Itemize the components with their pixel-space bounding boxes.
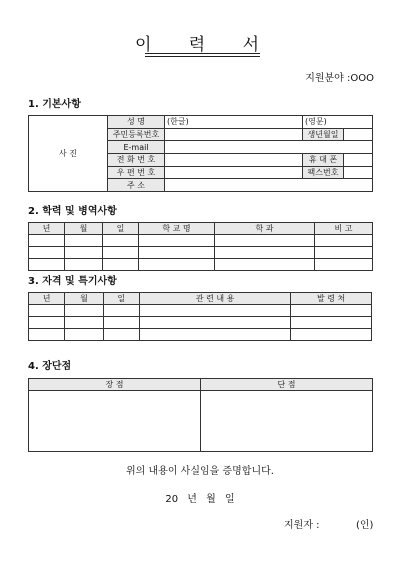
cell[interactable]	[29, 259, 65, 271]
applicant-label: 지원자 :	[284, 520, 320, 531]
strengths-header: 장 점	[29, 379, 201, 391]
cell[interactable]	[291, 317, 372, 329]
section-license: 3. 자격 및 특기사항	[28, 276, 117, 287]
mobile-label: 휴 대 폰	[303, 153, 344, 166]
cell[interactable]	[103, 305, 139, 317]
cell[interactable]	[215, 259, 315, 271]
cell[interactable]	[139, 329, 290, 341]
cell[interactable]	[29, 329, 65, 341]
weaknesses-cell[interactable]	[201, 391, 373, 452]
email-label: E-mail	[108, 141, 165, 154]
seal-mark: (인)	[356, 520, 374, 531]
section-strengths: 4. 장단점	[28, 361, 72, 372]
mobile-cell[interactable]	[344, 153, 373, 166]
korean-name-cell[interactable]: (한글)	[165, 116, 303, 129]
table-row	[29, 235, 373, 247]
cell[interactable]	[65, 329, 103, 341]
edu-header-month: 월	[65, 223, 103, 235]
resident-id-cell[interactable]	[165, 128, 303, 141]
cell[interactable]	[139, 259, 215, 271]
fax-cell[interactable]	[344, 166, 373, 179]
birth-label: 생년월일	[303, 128, 344, 141]
lic-header-issuer: 발 령 처	[291, 293, 372, 305]
email-cell[interactable]	[165, 141, 373, 154]
name-label: 성 명	[108, 116, 165, 129]
table-row	[29, 259, 373, 271]
cell[interactable]	[139, 235, 215, 247]
cell[interactable]	[103, 259, 139, 271]
cell[interactable]	[103, 329, 139, 341]
phone-label: 전 화 번 호	[108, 153, 165, 166]
lic-header-content: 관 련 내 용	[139, 293, 290, 305]
table-row	[29, 305, 372, 317]
cell[interactable]	[65, 247, 103, 259]
strengths-table	[28, 378, 373, 452]
cell[interactable]	[315, 259, 373, 271]
cell[interactable]	[29, 247, 65, 259]
fax-label: 팩스번호	[303, 166, 344, 179]
edu-header-school: 학 교 명	[139, 223, 215, 235]
address-label: 주 소	[108, 179, 165, 192]
document-title: 이 력 서	[134, 35, 276, 55]
cell[interactable]	[103, 247, 139, 259]
postal-label: 우 편 번 호	[108, 166, 165, 179]
phone-cell[interactable]	[165, 153, 303, 166]
cell[interactable]	[65, 317, 103, 329]
cell[interactable]	[315, 235, 373, 247]
table-row	[29, 247, 373, 259]
cell[interactable]	[139, 317, 290, 329]
edu-header-year: 년	[29, 223, 65, 235]
application-field: 지원분야 :OOO	[305, 73, 374, 84]
cell[interactable]	[291, 305, 372, 317]
date-line: 20 년 월 일	[165, 494, 235, 505]
table-row	[29, 329, 372, 341]
cell[interactable]	[315, 247, 373, 259]
education-table	[28, 222, 373, 271]
title-underline	[145, 53, 260, 57]
cell[interactable]	[103, 317, 139, 329]
lic-header-year: 년	[29, 293, 65, 305]
cell[interactable]	[65, 235, 103, 247]
weaknesses-header: 단 점	[201, 379, 373, 391]
cell[interactable]	[29, 235, 65, 247]
postal-cell[interactable]	[165, 166, 303, 179]
table-row	[29, 317, 372, 329]
cell[interactable]	[291, 329, 372, 341]
license-table	[28, 292, 372, 341]
photo-box[interactable]: 사 진	[29, 116, 108, 192]
cell[interactable]	[215, 235, 315, 247]
section-basic: 1. 기본사항	[28, 99, 81, 110]
strengths-cell[interactable]	[29, 391, 201, 452]
cell[interactable]	[139, 305, 290, 317]
section-education: 2. 학력 및 병역사항	[28, 206, 117, 217]
cell[interactable]	[65, 305, 103, 317]
cell[interactable]	[139, 247, 215, 259]
basic-info-table	[28, 115, 373, 192]
cell[interactable]	[103, 235, 139, 247]
cell[interactable]	[29, 305, 65, 317]
edu-header-note: 비 고	[315, 223, 373, 235]
edu-header-day: 일	[103, 223, 139, 235]
resident-id-label: 주민등록번호	[108, 128, 165, 141]
lic-header-day: 일	[103, 293, 139, 305]
english-name-cell[interactable]: (영문)	[303, 116, 373, 129]
cell[interactable]	[29, 317, 65, 329]
lic-header-month: 월	[65, 293, 103, 305]
edu-header-major: 학 과	[215, 223, 315, 235]
address-cell[interactable]	[165, 179, 373, 192]
birth-cell[interactable]	[344, 128, 373, 141]
cell[interactable]	[65, 259, 103, 271]
cell[interactable]	[215, 247, 315, 259]
certification-statement: 위의 내용이 사실임을 증명합니다.	[126, 466, 274, 477]
